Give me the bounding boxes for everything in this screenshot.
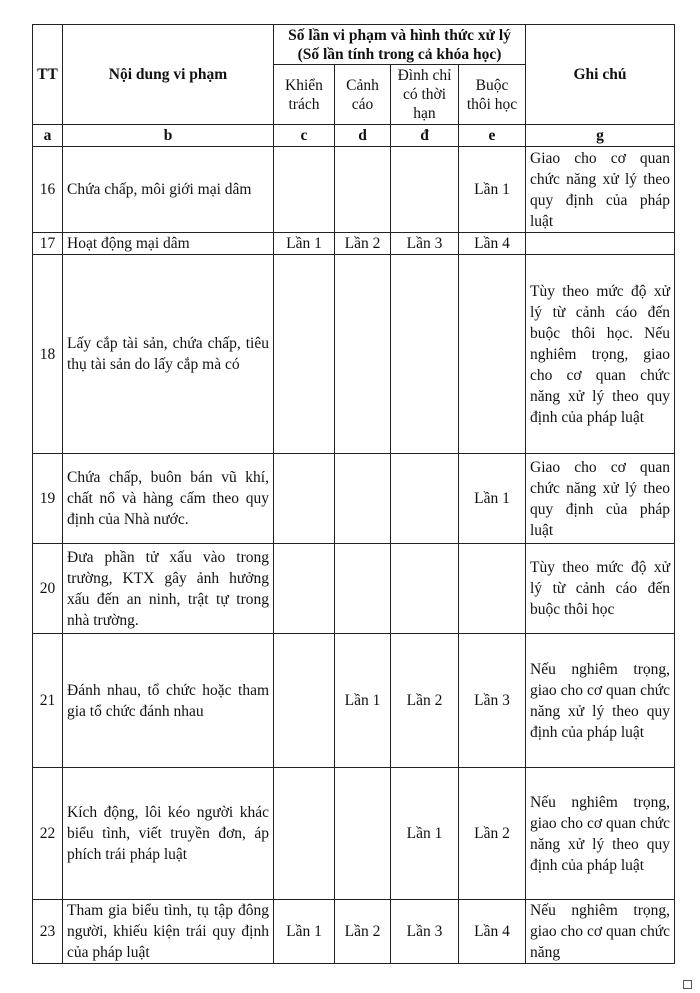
- row-content: Đánh nhau, tổ chức hoặc tham gia tổ chức đánh nhau: [63, 634, 274, 768]
- header-col-dd: Đình chỉ có thời hạn: [391, 65, 459, 125]
- header-col-d: Cảnh cáo: [335, 65, 391, 125]
- row-tt: 23: [33, 900, 63, 964]
- row-canh-cao: Lần 2: [335, 233, 391, 255]
- row-dinh-chi: Lần 2: [391, 634, 459, 768]
- violations-table: [32, 24, 675, 964]
- row-canh-cao: [335, 147, 391, 233]
- row-khien-trach: [274, 147, 335, 233]
- table-row: [33, 233, 675, 255]
- row-buoc-thoi-hoc: Lần 4: [459, 900, 526, 964]
- row-dinh-chi: Lần 3: [391, 233, 459, 255]
- row-khien-trach: [274, 454, 335, 544]
- table-row: [33, 454, 675, 544]
- letter-d: d: [335, 125, 391, 147]
- row-khien-trach: [274, 544, 335, 634]
- row-content: Kích động, lôi kéo người khác biểu tình, viết truyền đơn, áp phích trái pháp luật: [63, 768, 274, 900]
- letter-e: e: [459, 125, 526, 147]
- row-note: Nếu nghiêm trọng, giao cho cơ quan chức năng xử lý theo quy định của pháp luật: [526, 634, 675, 768]
- row-khien-trach: [274, 768, 335, 900]
- row-buoc-thoi-hoc: Lần 1: [459, 147, 526, 233]
- row-canh-cao: Lần 2: [335, 900, 391, 964]
- row-content: Chứa chấp, buôn bán vũ khí, chất nổ và hàng cấm theo quy định của Nhà nước.: [63, 454, 274, 544]
- header-group-line1: Số lần vi phạm và hình thức xử lý: [288, 26, 511, 44]
- row-khien-trach: [274, 634, 335, 768]
- row-canh-cao: [335, 544, 391, 634]
- table-row: [33, 147, 675, 233]
- row-tt: 19: [33, 454, 63, 544]
- row-khien-trach: Lần 1: [274, 233, 335, 255]
- letters-row: [33, 125, 675, 147]
- header-violation-group: [274, 25, 526, 65]
- row-note: Nếu nghiêm trọng, giao cho cơ quan chức năng: [526, 900, 675, 964]
- row-canh-cao: Lần 1: [335, 634, 391, 768]
- row-content: Chứa chấp, môi giới mại dâm: [63, 147, 274, 233]
- row-tt: 18: [33, 255, 63, 454]
- header-content: Nội dung vi phạm: [63, 25, 274, 125]
- row-canh-cao: [335, 768, 391, 900]
- row-dinh-chi: [391, 544, 459, 634]
- table-row: [33, 255, 675, 454]
- row-content: Đưa phần tử xấu vào trong trường, KTX gây ảnh hưởng xấu đến an ninh, trật tự trong nhà trường.: [63, 544, 274, 634]
- header-tt: TT: [33, 25, 63, 125]
- row-content: Lấy cắp tài sản, chứa chấp, tiêu thụ tài sản do lấy cắp mà có: [63, 255, 274, 454]
- row-note: Giao cho cơ quan chức năng xử lý theo quy định của pháp luật: [526, 147, 675, 233]
- table-row: [33, 544, 675, 634]
- letter-b: b: [63, 125, 274, 147]
- row-tt: 17: [33, 233, 63, 255]
- row-khien-trach: Lần 1: [274, 900, 335, 964]
- row-dinh-chi: [391, 454, 459, 544]
- row-note: Tùy theo mức độ xử lý từ cảnh cáo đến buộc thôi học: [526, 544, 675, 634]
- header-col-c: Khiển trách: [274, 65, 335, 125]
- row-tt: 22: [33, 768, 63, 900]
- row-khien-trach: [274, 255, 335, 454]
- row-note: Giao cho cơ quan chức năng xử lý theo quy định của pháp luật: [526, 454, 675, 544]
- row-content: Hoạt động mại dâm: [63, 233, 274, 255]
- table-row: [33, 900, 675, 964]
- row-buoc-thoi-hoc: Lần 2: [459, 768, 526, 900]
- row-buoc-thoi-hoc: Lần 4: [459, 233, 526, 255]
- header-group-line2: (Số lần tính trong cả khóa học): [297, 45, 502, 63]
- row-note: Nếu nghiêm trọng, giao cho cơ quan chức năng xử lý theo quy định của pháp luật: [526, 768, 675, 900]
- header-col-e: Buộc thôi học: [459, 65, 526, 125]
- header-note: Ghi chú: [526, 25, 675, 125]
- letter-dd: đ: [391, 125, 459, 147]
- row-note: [526, 233, 675, 255]
- row-dinh-chi: [391, 255, 459, 454]
- row-dinh-chi: Lần 1: [391, 768, 459, 900]
- letter-c: c: [274, 125, 335, 147]
- row-tt: 21: [33, 634, 63, 768]
- row-dinh-chi: Lần 3: [391, 900, 459, 964]
- table-row: [33, 634, 675, 768]
- letter-g: g: [526, 125, 675, 147]
- table-row: [33, 768, 675, 900]
- row-canh-cao: [335, 454, 391, 544]
- row-tt: 16: [33, 147, 63, 233]
- row-dinh-chi: [391, 147, 459, 233]
- row-buoc-thoi-hoc: Lần 1: [459, 454, 526, 544]
- page-corner-mark: [683, 980, 692, 989]
- letter-a: a: [33, 125, 63, 147]
- row-tt: 20: [33, 544, 63, 634]
- row-buoc-thoi-hoc: [459, 255, 526, 454]
- row-note: Tùy theo mức độ xử lý từ cảnh cáo đến buộc thôi học. Nếu nghiêm trọng, giao cho cơ quan chức năng xử lý theo quy định của pháp luật: [526, 255, 675, 454]
- row-canh-cao: [335, 255, 391, 454]
- row-buoc-thoi-hoc: Lần 3: [459, 634, 526, 768]
- row-buoc-thoi-hoc: [459, 544, 526, 634]
- row-content: Tham gia biểu tình, tụ tập đông người, khiếu kiện trái quy định của pháp luật: [63, 900, 274, 964]
